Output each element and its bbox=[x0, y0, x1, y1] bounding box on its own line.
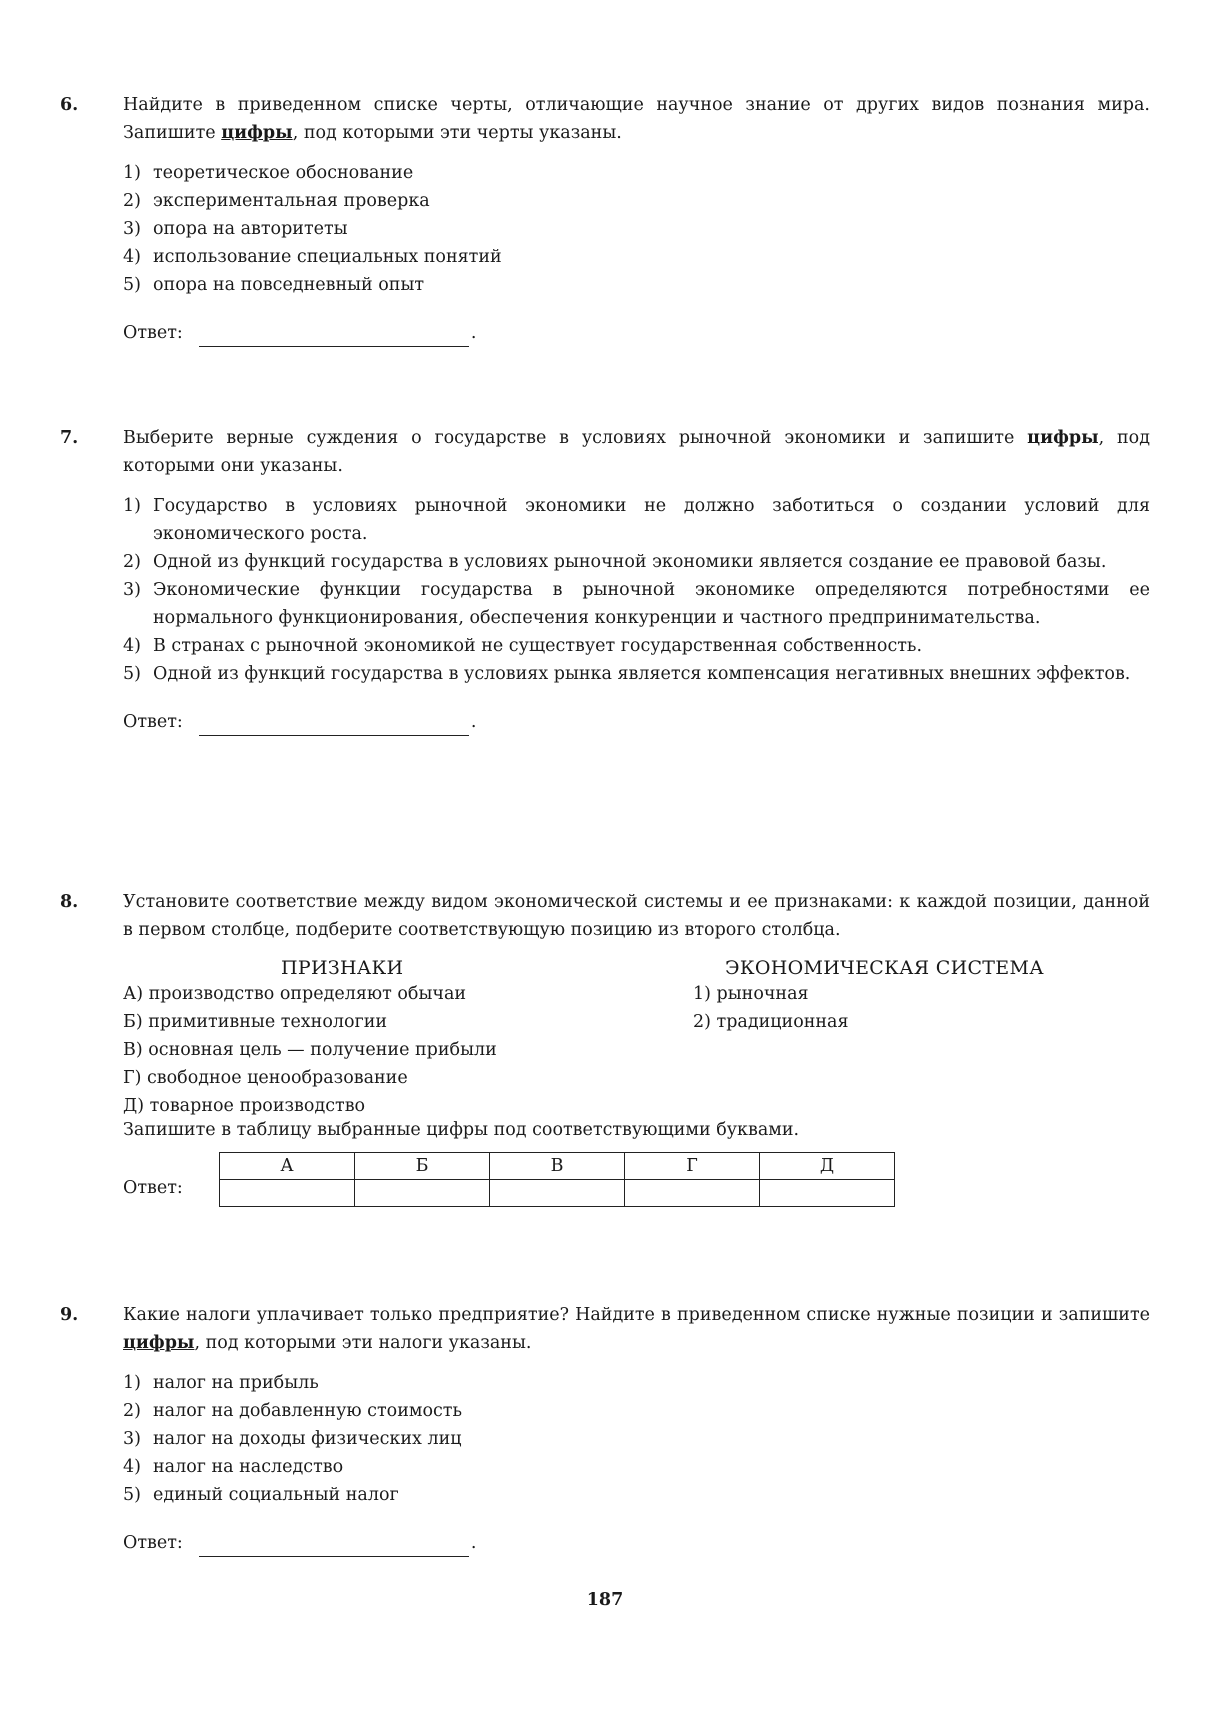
answer-row: Ответ: . bbox=[123, 319, 1150, 347]
list-item: 2) налог на добавленную стоимость bbox=[123, 1401, 463, 1421]
options-list bbox=[123, 159, 1150, 299]
list-item: 3) налог на доходы физических лиц bbox=[123, 1429, 462, 1449]
answer-field[interactable] bbox=[199, 713, 469, 736]
answer-table bbox=[219, 1152, 895, 1207]
page-number: 187 bbox=[586, 1590, 624, 1610]
right-column-heading: ЭКОНОМИЧЕСКАЯ СИСТЕМА bbox=[725, 957, 1044, 979]
task-question: Найдите в приведенном списке черты, отличающие научное знание от других видов познания мира. Запишите цифры, под которыми эти черты указаны. bbox=[123, 95, 1150, 143]
answer-label: Ответ: bbox=[123, 323, 183, 343]
task-number: 7. bbox=[60, 428, 79, 448]
features-list bbox=[123, 980, 497, 1120]
list-item: 2) Одной из функций государства в условиях рыночной экономики является создание ее правовой базы. bbox=[123, 552, 1107, 572]
answer-cell[interactable] bbox=[355, 1180, 490, 1207]
left-column-heading: ПРИЗНАКИ bbox=[281, 957, 404, 979]
task-number: 8. bbox=[60, 892, 79, 912]
answer-field[interactable] bbox=[199, 324, 469, 347]
list-item: 2) экспериментальная проверка bbox=[123, 191, 430, 211]
table-header-cell: Б bbox=[355, 1153, 490, 1180]
table-instruction: Запишите в таблицу выбранные цифры под соответствующими буквами. bbox=[123, 1120, 800, 1140]
table-header-cell: Д bbox=[760, 1153, 895, 1180]
answer-cell[interactable] bbox=[625, 1180, 760, 1207]
list-item: 5) опора на повседневный опыт bbox=[123, 275, 425, 295]
answer-label: Ответ: bbox=[123, 712, 183, 732]
list-item: 2) традиционная bbox=[693, 1012, 849, 1032]
list-item: 1) налог на прибыль bbox=[123, 1373, 319, 1393]
answer-cell[interactable] bbox=[760, 1180, 895, 1207]
options-list bbox=[123, 1369, 1150, 1509]
list-item: 1) рыночная bbox=[693, 984, 809, 1004]
table-header-cell: Г bbox=[625, 1153, 760, 1180]
systems-list bbox=[693, 980, 849, 1036]
list-item: 3) опора на авторитеты bbox=[123, 219, 348, 239]
list-item: Д) товарное производство bbox=[123, 1096, 366, 1116]
list-item: 1) Государство в условиях рыночной экономики не должно заботиться о создании условий для экономического роста. bbox=[123, 496, 1150, 544]
answer-row: Ответ: . bbox=[123, 1529, 1150, 1557]
matching-columns bbox=[123, 954, 1150, 1116]
task-question: Установите соответствие между видом экономической системы и ее признаками: к каждой позиции, данной в первом столбце, подберите соответствующую позицию из второго столбца. bbox=[123, 892, 1150, 940]
task-number: 9. bbox=[60, 1305, 79, 1325]
list-item: Г) свободное ценообразование bbox=[123, 1068, 408, 1088]
answer-label: Ответ: bbox=[123, 1178, 183, 1198]
task-question: Выберите верные суждения о государстве в условиях рыночной экономики и запишите цифры, под которыми они указаны. bbox=[123, 428, 1150, 476]
answer-cell[interactable] bbox=[490, 1180, 625, 1207]
list-item: Б) примитивные технологии bbox=[123, 1012, 388, 1032]
list-item: 4) использование специальных понятий bbox=[123, 247, 502, 267]
answer-field[interactable] bbox=[199, 1534, 469, 1557]
list-item: 4) налог на наследство bbox=[123, 1457, 344, 1477]
answer-table-row bbox=[123, 1152, 1150, 1222]
answer-row: Ответ: . bbox=[123, 708, 1150, 736]
task-question: Какие налоги уплачивает только предприятие? Найдите в приведенном списке нужные позиции и запишите цифры, под которыми эти налоги указаны. bbox=[123, 1305, 1150, 1353]
list-item: 5) единый социальный налог bbox=[123, 1485, 399, 1505]
options-list bbox=[123, 492, 1150, 688]
table-header-cell: В bbox=[490, 1153, 625, 1180]
list-item: А) производство определяют обычаи bbox=[123, 984, 467, 1004]
answer-cell[interactable] bbox=[220, 1180, 355, 1207]
list-item: 5) Одной из функций государства в условиях рынка является компенсация негативных внешних эффектов. bbox=[123, 664, 1131, 684]
task-number: 6. bbox=[60, 95, 79, 115]
list-item: 4) В странах с рыночной экономикой не существует государственная собственность. bbox=[123, 636, 923, 656]
table-header-cell: А bbox=[220, 1153, 355, 1180]
list-item: 1) теоретическое обоснование bbox=[123, 163, 414, 183]
answer-label: Ответ: bbox=[123, 1533, 183, 1553]
list-item: В) основная цель — получение прибыли bbox=[123, 1040, 497, 1060]
list-item: 3) Экономические функции государства в рыночной экономике определяются потребностями ее нормального функционирования, обеспечения конкуренции и частного предпринимательства. bbox=[123, 580, 1150, 628]
